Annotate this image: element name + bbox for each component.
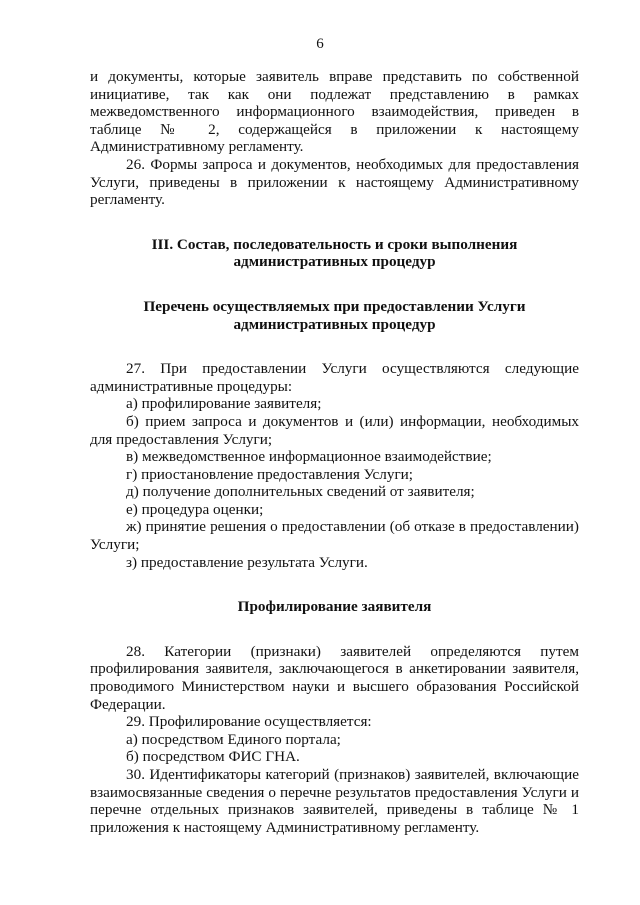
paragraph-28: 28. Категории (признаки) заявителей определяются путем профилирования заявителя, заключающегося в анкетировании заявителя, проводимого Министерством науки и высшего образования Российской Федерации. [90,642,579,713]
paragraph-30: 30. Идентификаторы категорий (признаков) заявителей, включающие взаимосвязанные сведения о перечне результатов предоставления Услуги и перечне отдельных признаков заявителей, приведены в таблице № 1 приложения к настоящему Административному регламенту. [90,766,579,836]
list-item: ж) принятие решения о предоставлении (об отказе в предоставлении) Услуги; [90,518,579,554]
list-item: е) процедура оценки; [126,500,264,518]
subsection-profiling-title: Профилирование заявителя [237,598,432,616]
list-item: д) получение дополнительных сведений от заявителя; [126,483,475,501]
list-item: а) профилирование заявителя; [126,395,322,413]
document-body [90,68,579,836]
list-item: б) посредством ФИС ГНА. [126,748,300,766]
list-item: г) приостановление предоставления Услуги; [126,465,414,483]
subsection-procedures-title: Перечень осуществляемых при предоставлении Услуги административных процедур [143,297,526,333]
paragraph-26: 26. Формы запроса и документов, необходимых для предоставления Услуги, приведены в приложении к настоящему Административному регламенту. [90,155,579,209]
list-item: в) межведомственное информационное взаимодействие; [126,448,492,466]
list-item: б) прием запроса и документов и (или) информации, необходимых для предоставления Услуги; [90,412,579,448]
page-number: 6 [316,36,324,52]
paragraph-29: 29. Профилирование осуществляется: [126,713,372,731]
section-3-title: III. Состав, последовательность и сроки выполнения административных процедур [151,235,518,271]
list-item: з) предоставление результата Услуги. [126,553,368,571]
paragraph-intro: и документы, которые заявитель вправе представить по собственной инициативе, так как они подлежат представлению в рамках межведомственного информационного взаимодействия, приведен в таблице № 2, содержащейся в приложении к настоящему Административному регламенту. [90,68,579,156]
paragraph-27: 27. При предоставлении Услуги осуществляются следующие административные процедуры: [90,360,579,395]
list-item: а) посредством Единого портала; [126,730,341,748]
